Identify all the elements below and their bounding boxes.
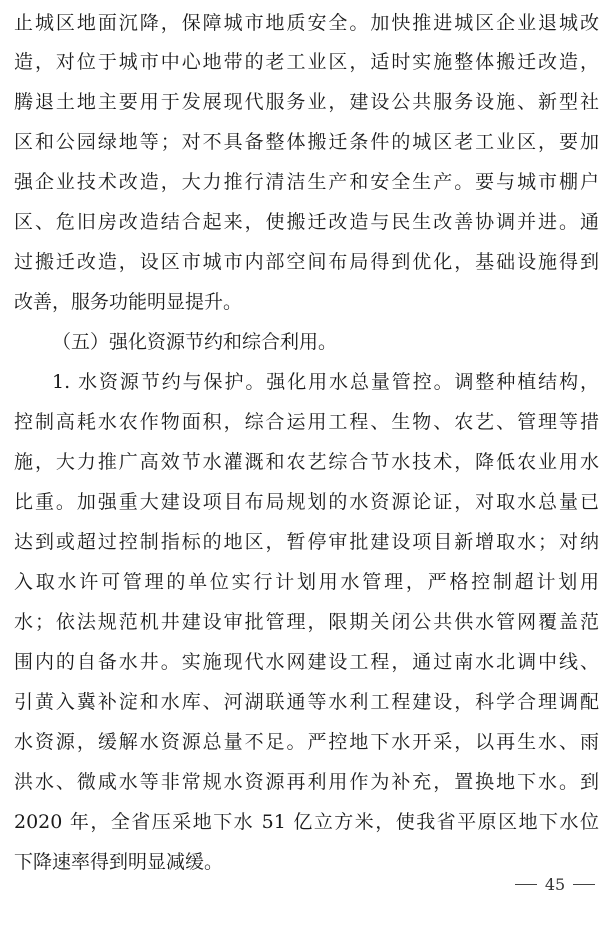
text-line: 水资源，缓解水资源总量不足。严控地下水开采，以再生水、雨 <box>14 731 599 753</box>
text-line: 洪水、微咸水等非常规水资源再利用作为补充，置换地下水。到 <box>14 771 599 793</box>
dash-left <box>515 884 537 885</box>
text-line: 区和公园绿地等；对不具备整体搬迁条件的城区老工业区，要加 <box>14 131 599 153</box>
section-heading: （五）强化资源节约和综合利用。 <box>52 331 338 353</box>
paragraph-first-line: 1. 水资源节约与保护。强化用水总量管控。调整种植结构， <box>52 371 599 393</box>
text-line: 过搬迁改造，设区市城市内部空间布局得到优化，基础设施得到 <box>14 251 599 273</box>
text-line: 区、危旧房改造结合起来，使搬迁改造与民生改善协调并进。通 <box>14 211 599 233</box>
text-line: 改善，服务功能明显提升。 <box>14 291 243 313</box>
text-line: 比重。加强重大建设项目布局规划的水资源论证，对取水总量已 <box>14 491 599 513</box>
text-line: 施，大力推广高效节水灌溉和农艺综合节水技术，降低农业用水 <box>14 451 599 473</box>
text-line: 达到或超过控制指标的地区，暂停审批建设项目新增取水；对纳 <box>14 531 599 553</box>
text-line: 下降速率得到明显减缓。 <box>14 851 224 873</box>
text-line: 造，对位于城市中心地带的老工业区，适时实施整体搬迁改造， <box>14 51 599 73</box>
text-line: 控制高耗水农作物面积，综合运用工程、生物、农艺、管理等措 <box>14 411 599 433</box>
page-number <box>500 872 610 896</box>
page-number-value: 45 <box>544 874 566 894</box>
text-line: 2020 年，全省压采地下水 51 亿立方米，使我省平原区地下水位 <box>14 811 599 833</box>
text-line: 水；依法规范机井建设审批管理，限期关闭公共供水管网覆盖范 <box>14 611 599 633</box>
text-line: 腾退土地主要用于发展现代服务业，建设公共服务设施、新型社 <box>14 91 599 113</box>
text-line: 围内的自备水井。实施现代水网建设工程，通过南水北调中线、 <box>14 651 599 673</box>
text-line: 止城区地面沉降，保障城市地质安全。加快推进城区企业退城改 <box>14 12 599 34</box>
text-line: 强企业技术改造，大力推行清洁生产和安全生产。要与城市棚户 <box>14 171 599 193</box>
text-line: 入取水许可管理的单位实行计划用水管理，严格控制超计划用 <box>14 571 599 593</box>
dash-right <box>573 884 595 885</box>
text-line: 引黄入冀补淀和水库、河湖联通等水利工程建设，科学合理调配 <box>14 691 599 713</box>
